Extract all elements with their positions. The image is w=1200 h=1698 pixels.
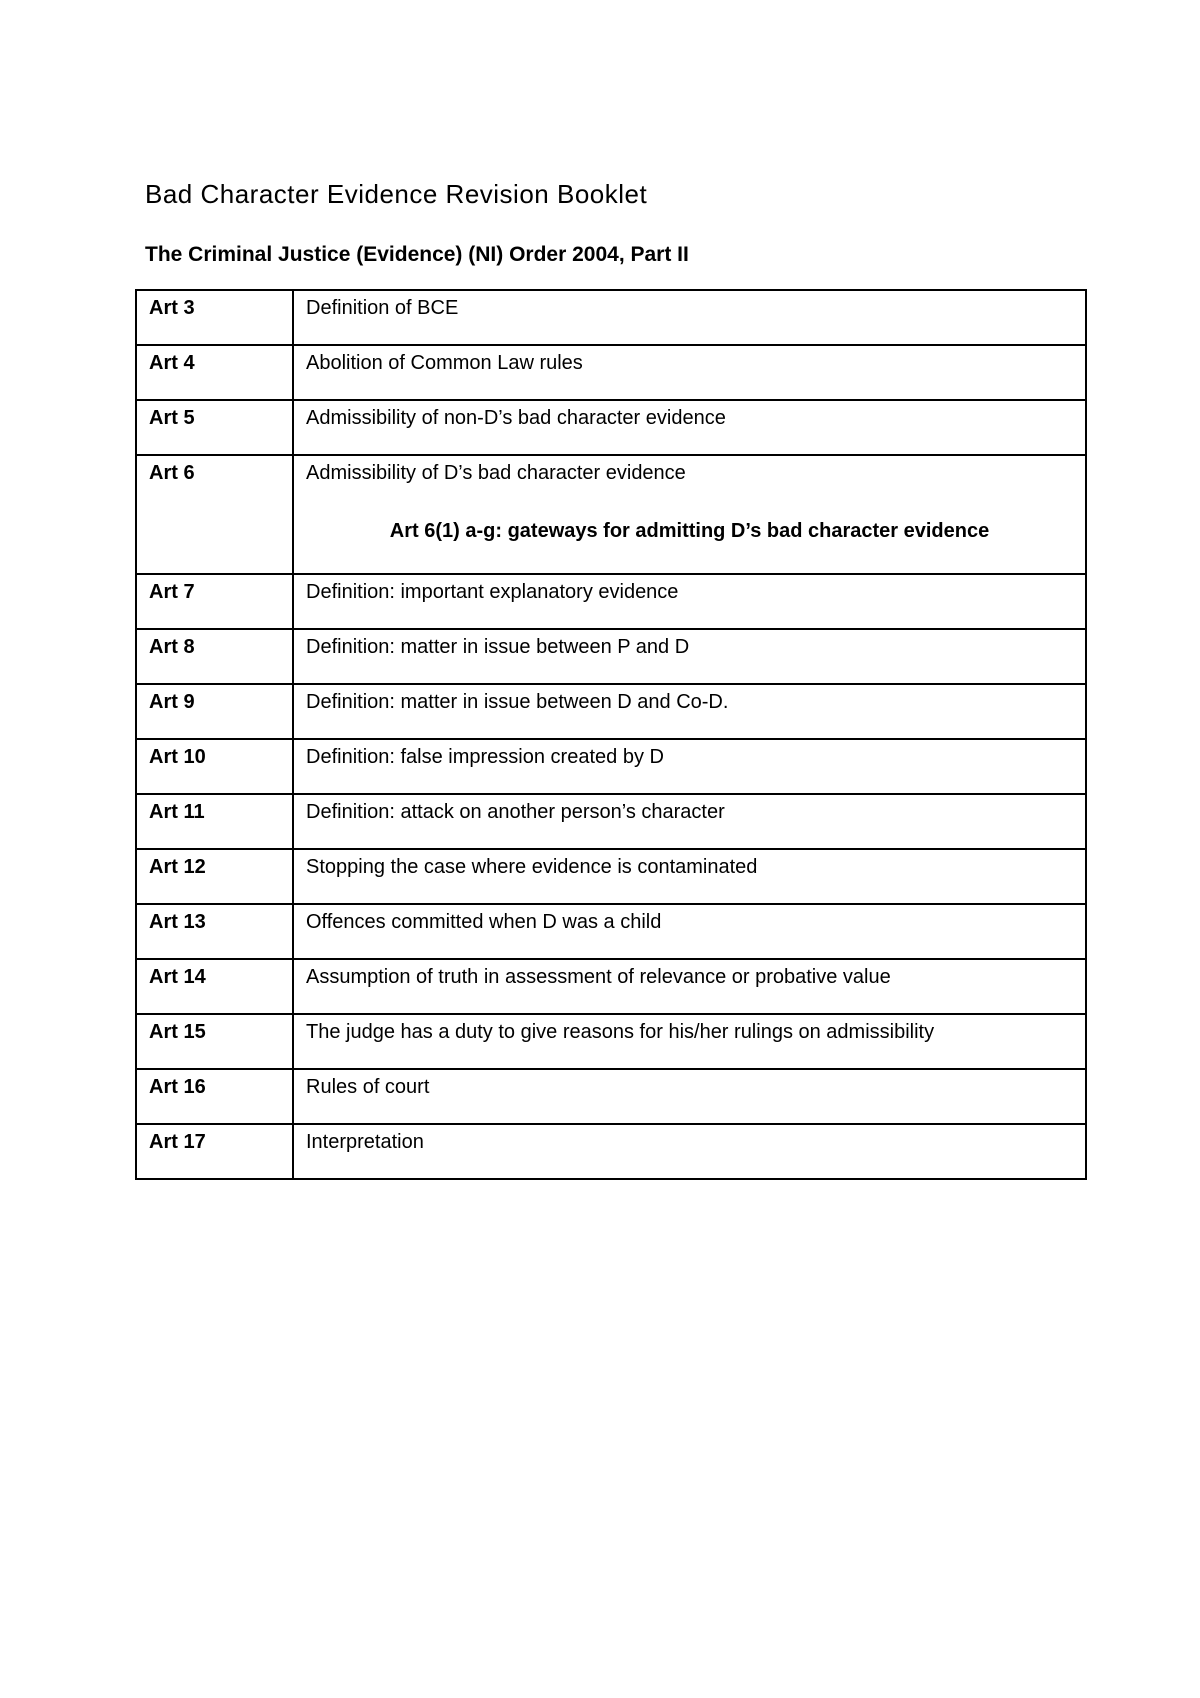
table-row bbox=[136, 794, 1086, 849]
article-number: Art 7 bbox=[136, 574, 293, 629]
article-number: Art 13 bbox=[136, 904, 293, 959]
article-description: Definition: attack on another person’s character bbox=[293, 794, 1086, 849]
articles-table bbox=[135, 289, 1087, 1180]
table-row bbox=[136, 849, 1086, 904]
table-row bbox=[136, 574, 1086, 629]
article-description: Definition: important explanatory evidence bbox=[293, 574, 1086, 629]
article-number: Art 15 bbox=[136, 1014, 293, 1069]
table-row bbox=[136, 1014, 1086, 1069]
article-description: Stopping the case where evidence is contaminated bbox=[293, 849, 1086, 904]
article-description-cell bbox=[293, 455, 1086, 574]
article-number: Art 17 bbox=[136, 1124, 293, 1179]
page-title: Bad Character Evidence Revision Booklet bbox=[145, 179, 648, 209]
table-row bbox=[136, 959, 1086, 1014]
article-number: Art 3 bbox=[136, 290, 293, 345]
table-row bbox=[136, 684, 1086, 739]
article-description: Definition: matter in issue between D and Co-D. bbox=[293, 684, 1086, 739]
article-description: Rules of court bbox=[293, 1069, 1086, 1124]
article-number: Art 8 bbox=[136, 629, 293, 684]
article-number: Art 12 bbox=[136, 849, 293, 904]
article-number: Art 16 bbox=[136, 1069, 293, 1124]
article-description: Interpretation bbox=[293, 1124, 1086, 1179]
article-number: Art 4 bbox=[136, 345, 293, 400]
article-description: Definition: false impression created by D bbox=[293, 739, 1086, 794]
table-row bbox=[136, 455, 1086, 574]
article-description: Definition: matter in issue between P and D bbox=[293, 629, 1086, 684]
table-row bbox=[136, 904, 1086, 959]
table-row bbox=[136, 1124, 1086, 1179]
article-description: Offences committed when D was a child bbox=[293, 904, 1086, 959]
table-row bbox=[136, 400, 1086, 455]
article-number: Art 10 bbox=[136, 739, 293, 794]
table-row bbox=[136, 629, 1086, 684]
article-number: Art 11 bbox=[136, 794, 293, 849]
table-row bbox=[136, 1069, 1086, 1124]
table-row bbox=[136, 739, 1086, 794]
article-description: The judge has a duty to give reasons for his/her rulings on admissibility bbox=[293, 1014, 1086, 1069]
table-row bbox=[136, 345, 1086, 400]
table-row bbox=[136, 290, 1086, 345]
article-description: Abolition of Common Law rules bbox=[293, 345, 1086, 400]
article-number: Art 9 bbox=[136, 684, 293, 739]
article-description: Admissibility of D’s bad character evidence bbox=[306, 462, 686, 484]
article-number: Art 5 bbox=[136, 400, 293, 455]
article-number: Art 6 bbox=[136, 455, 293, 574]
gateways-note: Art 6(1) a-g: gateways for admitting D’s bad character evidence bbox=[389, 520, 990, 542]
page-subtitle: The Criminal Justice (Evidence) (NI) Order 2004, Part II bbox=[145, 243, 689, 266]
article-number: Art 14 bbox=[136, 959, 293, 1014]
article-description: Definition of BCE bbox=[293, 290, 1086, 345]
article-description: Assumption of truth in assessment of relevance or probative value bbox=[293, 959, 1086, 1014]
article-description: Admissibility of non-D’s bad character evidence bbox=[293, 400, 1086, 455]
